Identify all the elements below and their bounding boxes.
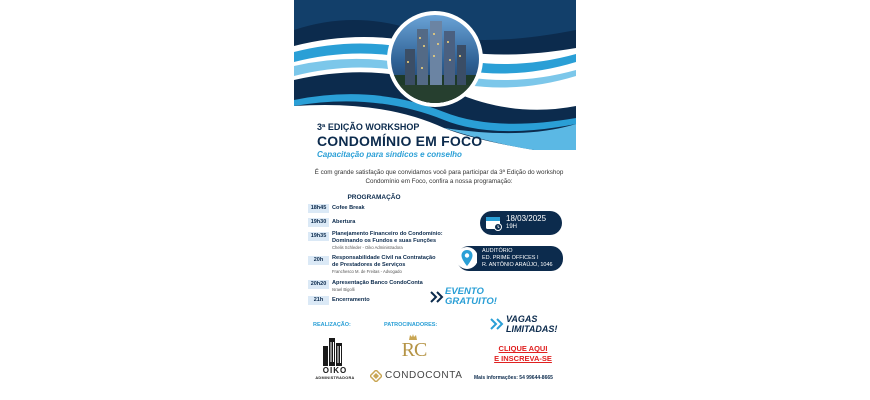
signup-link-line1[interactable]: CLIQUE AQUI — [498, 344, 548, 353]
schedule-title: Apresentação Banco CondoConta — [332, 280, 423, 286]
limited-spots-line2: LIMITADAS! — [506, 323, 558, 334]
signup-link[interactable] — [487, 344, 559, 364]
schedule-speaker: Israel Bigolli — [332, 287, 355, 292]
event-date: 18/03/2025 — [506, 214, 547, 223]
schedule-title-line1: Planejamento Financeiro do Condomínio: — [332, 231, 443, 237]
schedule-speaker: Franchesco M. de Freitas - Advogado — [332, 269, 402, 274]
schedule-title-line1: Responsabilidade Civil na Contratação — [332, 255, 436, 261]
schedule-time: 19h30 — [308, 218, 329, 227]
location-pin-icon — [457, 246, 477, 270]
oiko-building-logo — [321, 336, 345, 366]
schedule-title: Abertura — [332, 219, 356, 225]
intro-text: É com grande satisfação que convidamos você para participar da 3ª Edição do workshop Condomínio em Foco, confira a nossa programação: — [314, 169, 564, 185]
location-line3: R. ANTÔNIO ARAÚJO, 1046 — [482, 262, 553, 268]
condoconta-name: CONDOCONTA — [385, 370, 463, 381]
flyer — [294, 0, 576, 400]
schedule-speaker: Chelis Schleder - Oiko Administradora — [332, 245, 403, 250]
location-line1: AUDITÓRIO — [482, 248, 513, 254]
page-title: CONDOMÍNIO EM FOCO — [317, 133, 483, 149]
rc-logo: RC — [401, 339, 427, 361]
schedule-title-line2: de Prestadores de Serviços — [332, 262, 406, 268]
subtitle: Capacitação para síndicos e conselho — [317, 150, 462, 159]
realizacao-label: REALIZAÇÃO: — [313, 322, 351, 328]
program-title: PROGRAMAÇÃO — [347, 194, 401, 201]
free-event — [445, 287, 497, 306]
calendar-icon — [485, 215, 503, 231]
location-pill — [457, 246, 563, 271]
schedule-time: 18h45 — [308, 204, 329, 213]
event-time: 19H — [506, 224, 518, 230]
date-pill — [480, 211, 562, 235]
condoconta-icon — [370, 370, 382, 382]
location-line2: ED. PRIME OFFICES I — [482, 255, 539, 261]
signup-link-line2[interactable]: E INSCREVA-SE — [494, 354, 552, 363]
free-event-line1: EVENTO — [445, 286, 484, 297]
oiko-name: OIKO — [322, 366, 348, 375]
schedule-title: Cofee Break — [332, 205, 365, 211]
schedule-time: 20h — [308, 256, 329, 265]
schedule-time: 20h20 — [308, 280, 329, 289]
free-event-line2: GRATUITO! — [445, 295, 497, 307]
limited-spots-line1: VAGAS — [506, 314, 538, 324]
schedule-title-line2: Dominando os Fundos e suas Funções — [332, 238, 437, 244]
double-chevron-icon — [490, 318, 504, 330]
double-chevron-icon — [430, 291, 444, 303]
patrocinadores-label: PATROCINADORES: — [384, 322, 438, 328]
edition-label: 3ª EDIÇÃO WORKSHOP — [317, 122, 420, 132]
schedule-time: 19h35 — [308, 232, 329, 241]
building-photo — [387, 11, 483, 107]
schedule-title: Encerramento — [332, 297, 370, 303]
contact-info: Mais informações: 54 99644-8665 — [474, 375, 553, 381]
schedule-time: 21h — [308, 296, 329, 305]
limited-spots — [506, 315, 557, 334]
building-illustration — [391, 15, 479, 103]
oiko-subtitle: ADMINISTRADORA — [315, 376, 355, 380]
